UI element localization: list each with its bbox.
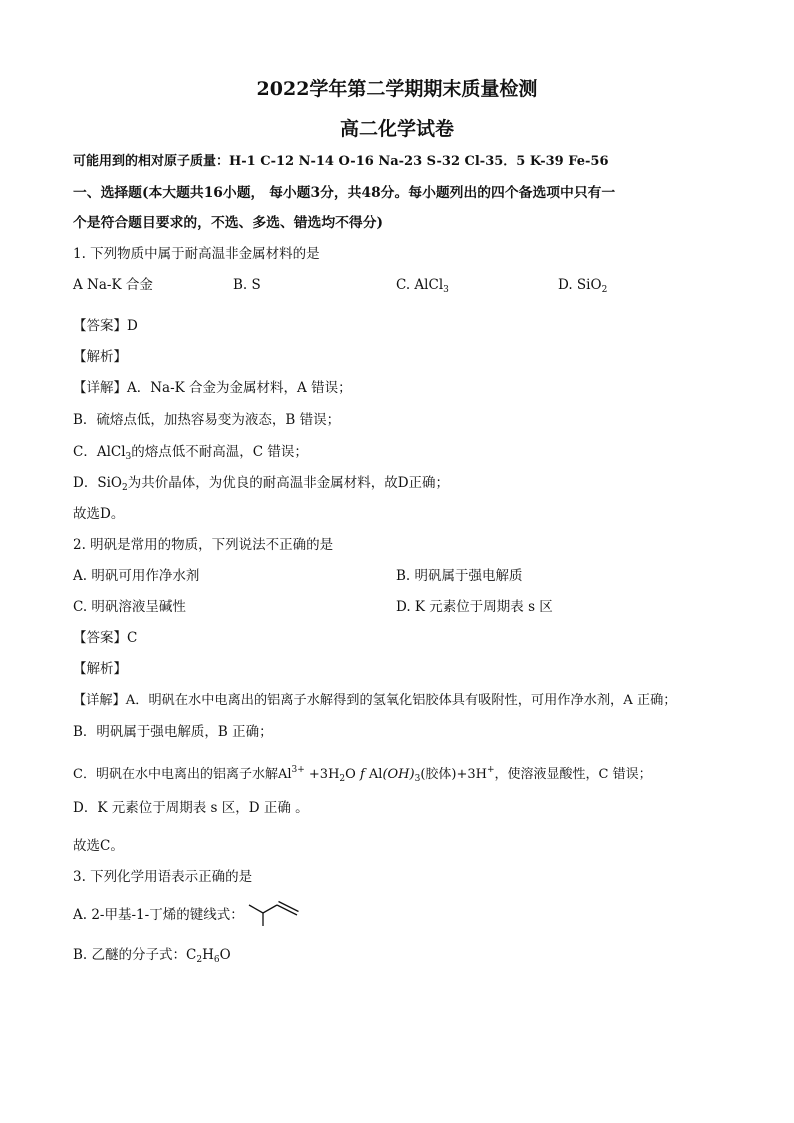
q2-option-c: C. 明矾溶液呈碱性 [73,599,186,615]
q2-detail-c-equation: C．明矾在水中电离出的铝离子水解$Al^{3+} +3H_2O$ f $Al(OH)_3$(胶体)+3H+，使溶液显酸性，C 错误； [73,765,652,784]
q3-option-b: B. 乙醚的分子式：$C_2H_6O$ [73,947,231,965]
q1-conclusion: 故选D。 [73,506,125,522]
q2-option-a: A. 明矾可用作净水剂 [73,568,200,584]
q1-option-a: A Na-K 合金 [73,277,153,293]
q2-answer: 【答案】C [73,630,138,646]
q3-stem: 3. 下列化学用语表示正确的是 [73,869,253,885]
q2-detail-d: D．K 元素位于周期表 s 区，D 正确 。 [73,800,309,816]
q2-analysis-label: 【解析】 [73,661,127,677]
q1-analysis-label: 【解析】 [73,349,127,365]
q1-option-c: C. AlCl$_3$ [396,277,449,295]
q2-stem: 2. 明矾是常用的物质，下列说法不正确的是 [73,537,334,553]
q1-stem: 1. 下列物质中属于耐高温非金属材料的是 [73,246,320,262]
q2-detail-b: B．明矾属于强电解质，B 正确； [73,724,273,740]
q1-detail-d: D．SiO$_2$为共价晶体，为优良的耐高温非金属材料，故D正确； [73,475,450,493]
skeletal-formula-structure [247,897,303,927]
q1-option-d: D. SiO$_2$ [558,277,608,295]
q3-option-a: A. 2-甲基-1-丁烯的键线式： [73,907,244,923]
atomic-masses-line: 可能用到的相对原子质量：H-1 C-12 N-14 O-16 Na-23 S-32 Cl-35．5 K-39 Fe-56 [73,154,609,169]
section-heading-line2: 个是符合题目要求的，不选、多选、错选均不得分) [73,215,384,231]
q1-detail-c: C．AlCl$_3$的熔点低不耐高温，C 错误； [73,444,308,462]
section-heading-line1: 一、选择题(本大题共16小题， 每小题3分，共48分。每小题列出的四个备选项中只有一 [73,185,616,201]
q2-option-b: B. 明矾属于强电解质 [396,568,523,584]
q1-detail-b: B．硫熔点低，加热容易变为液态，B 错误； [73,412,341,428]
q1-detail-a: 【详解】A．Na-K 合金为金属材料，A 错误； [73,380,352,396]
exam-subtitle: 高二化学试卷 [339,118,454,140]
q1-option-b: B. S [233,277,261,293]
q2-detail-a: 【详解】A．明矾在水中电离出的铝离子水解得到的氢氧化铝胶体具有吸附性，可用作净水剂，A 正确； [73,693,677,708]
q1-answer: 【答案】D [73,318,138,334]
exam-title: 2022学年第二学期期末质量检测 [256,78,538,100]
q2-conclusion: 故选C。 [73,838,124,854]
q2-option-d: D. K 元素位于周期表 s 区 [396,599,553,615]
